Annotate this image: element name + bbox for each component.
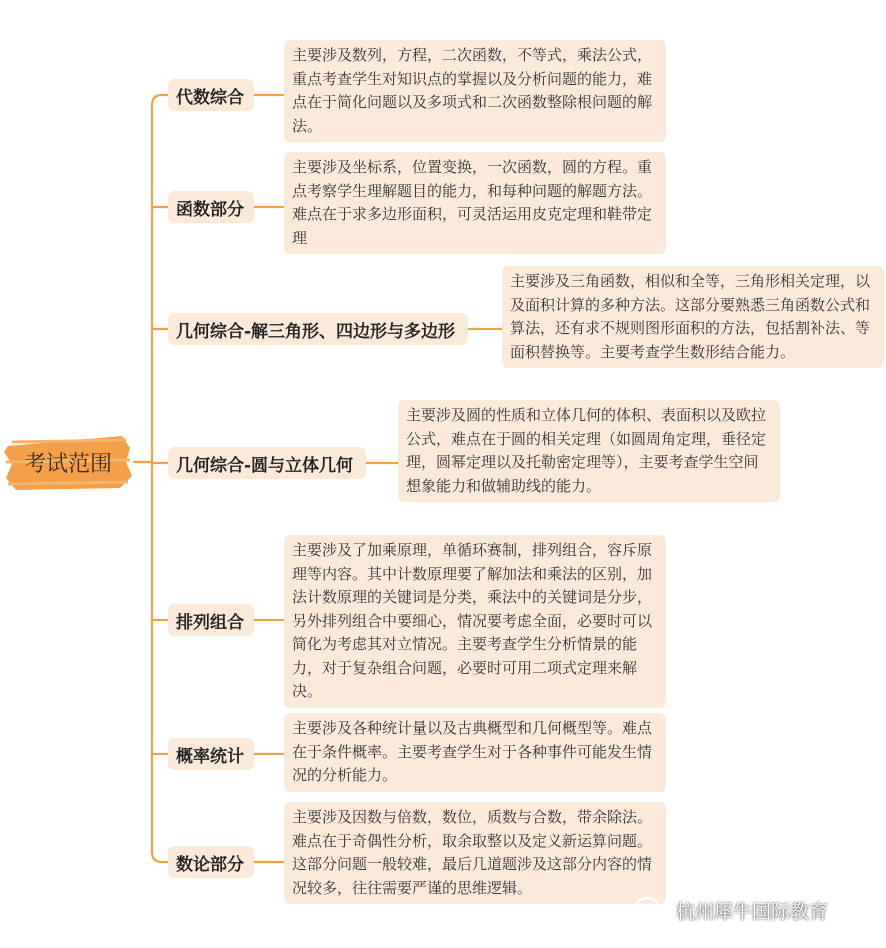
branch-geometry-circles-solids: [168, 447, 366, 479]
branch-label: 函数部分: [176, 199, 244, 220]
branch-probability: [168, 738, 254, 770]
branch-label: 代数综合: [176, 87, 244, 108]
branch-geometry-polygons: [168, 313, 468, 345]
branch-combinatorics: [168, 604, 254, 636]
watermark-text: 杭州犀牛国际教育: [676, 900, 829, 923]
detail-functions: 主要涉及坐标系，位置变换，一次函数，圆的方程。重点考察学生理解题目的能力，和每种问题的解题方法。难点在于求多边形面积，可灵活运用皮克定理和鞋带定理: [284, 152, 666, 254]
branch-number-theory: [168, 846, 254, 878]
detail-geometry-circles-solids: 主要涉及圆的性质和立体几何的体积、表面积以及欧拉公式，难点在于圆的相关定理（如圆周角定理，垂径定理，圆幂定理以及托勒密定理等），主要考查学生空间想象能力和做辅助线的能力。: [398, 400, 780, 502]
detail-algebra: 主要涉及数列，方程，二次函数，不等式，乘法公式，重点考查学生对知识点的掌握以及分析问题的能力，难点在于简化问题以及多项式和二次函数整除根问题的解法。: [284, 40, 666, 142]
branch-label: 排列组合: [176, 612, 244, 633]
branch-label: 几何综合-解三角形、四边形与多边形: [176, 321, 456, 342]
branch-algebra: [168, 79, 254, 111]
branch-label: 数论部分: [176, 854, 244, 875]
detail-probability: 主要涉及各种统计量以及古典概型和几何概型等。难点在于条件概率。主要考查学生对于各种事件可能发生情况的分析能力。: [284, 713, 666, 792]
branch-label: 几何综合-圆与立体几何: [176, 455, 354, 476]
detail-number-theory: 主要涉及因数与倍数，数位，质数与合数，带余除法。难点在于奇偶性分析，取余取整以及定义新运算问题。这部分问题一般较难，最后几道题涉及这部分内容的情况较多，往往需要严谨的思维逻辑。: [284, 802, 666, 904]
detail-geometry-polygons: 主要涉及三角函数，相似和全等，三角形相关定理，以及面积计算的多种方法。这部分要熟悉三角函数公式和算法，还有求不规则图形面积的方法，包括割补法、等面积替换等。主要考查学生数形结合能力。: [502, 266, 884, 368]
wechat-icon: [634, 895, 668, 925]
root-label: 考试范围: [23, 451, 112, 477]
detail-combinatorics: 主要涉及了加乘原理，单循环赛制，排列组合，容斥原理等内容。其中计数原理要了解加法和乘法的区别，加法计数原理的关键词是分类，乘法中的关键词是分步，另外排列组合中要细心，情况要考虑全面，必要时可以简化为考虑其对立情况。主要考查学生分析情景的能力，对于复杂组合问题，必要时可用二项式定理来解决。: [284, 535, 666, 708]
watermark: [634, 892, 828, 928]
root-node: [2, 432, 134, 492]
branch-label: 概率统计: [176, 746, 244, 767]
branch-functions: [168, 191, 254, 223]
